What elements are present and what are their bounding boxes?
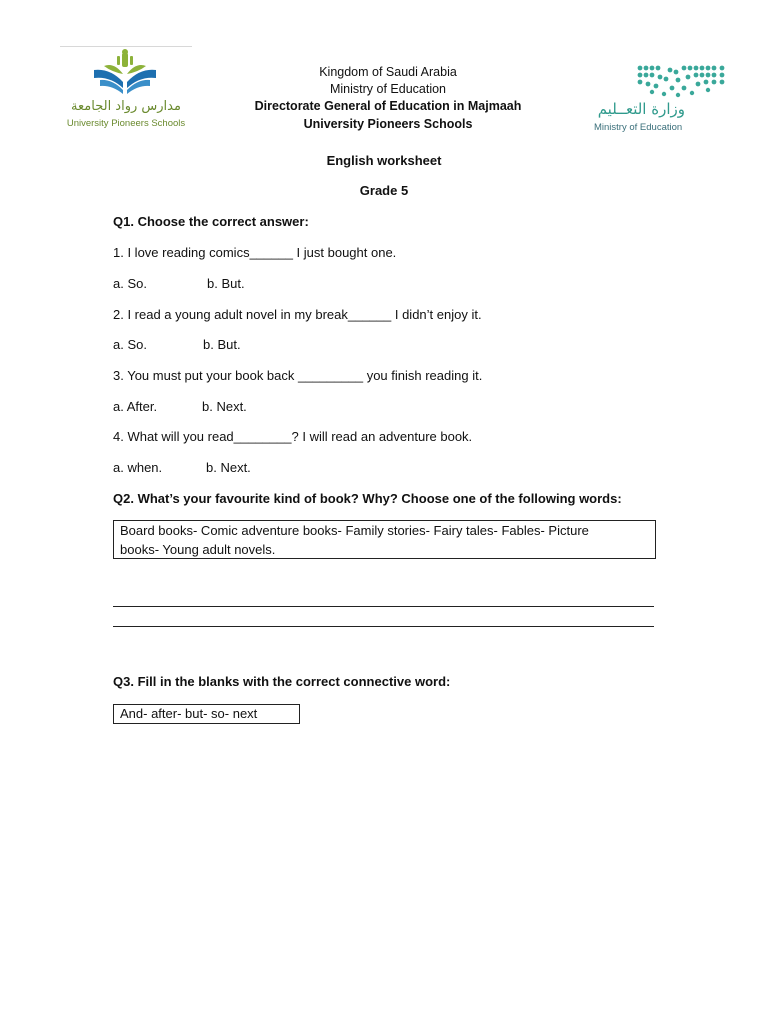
university-pioneers-logo: [60, 46, 192, 136]
logo-english-name: University Pioneers Schools: [66, 118, 186, 129]
q1-1-option-b: b. But.: [207, 276, 245, 291]
worksheet-grade: Grade 5: [359, 183, 409, 198]
q1-4-option-a: a. when.: [113, 460, 163, 475]
q2-heading: Q2. What’s your favourite kind of book? Why? Choose one of the following words:: [113, 491, 622, 506]
q3-word-box-text: And- after- but- so- next: [120, 706, 258, 721]
open-book-icon: [60, 48, 192, 100]
q2-answer-line-2[interactable]: [113, 626, 654, 627]
q1-3-option-a: a. After.: [113, 399, 158, 414]
q1-question-3: 3. You must put your book back _________ you finish reading it.: [113, 368, 483, 383]
ministry-of-education-logo: [588, 62, 733, 136]
q2-word-box-line-1: Board books- Comic adventure books- Family stories- Fairy tales- Fables- Picture: [120, 523, 589, 538]
worksheet-title: English worksheet: [326, 153, 442, 168]
header-line-school: University Pioneers Schools: [303, 117, 473, 131]
ministry-arabic-name: وزارة التعــليم: [597, 100, 685, 118]
header-line-directorate: Directorate General of Education in Majmaah: [254, 99, 522, 113]
q3-word-box: [113, 704, 300, 724]
q1-4-option-b: b. Next.: [206, 460, 251, 475]
q1-1-option-a: a. So.: [113, 276, 147, 291]
logo-top-divider: [60, 46, 192, 47]
q1-heading: Q1. Choose the correct answer:: [113, 214, 309, 229]
logo-arabic-name: مدارس رواد الجامعة: [71, 99, 181, 114]
q1-question-2: 2. I read a young adult novel in my break______ I didn’t enjoy it.: [113, 307, 482, 322]
q2-word-box: [113, 520, 656, 559]
q1-question-4: 4. What will you read________? I will read an adventure book.: [113, 429, 473, 444]
header-line-ministry: Ministry of Education: [329, 82, 447, 96]
ministry-english-name: Ministry of Education: [594, 122, 683, 133]
q1-3-option-b: b. Next.: [202, 399, 247, 414]
q1-question-1: 1. I love reading comics______ I just bought one.: [113, 245, 397, 260]
q1-2-option-a: a. So.: [113, 337, 147, 352]
q1-2-option-b: b. But.: [203, 337, 241, 352]
q2-word-box-line-2: books- Young adult novels.: [120, 542, 276, 557]
ministry-dots-icon: [588, 62, 733, 98]
q3-heading: Q3. Fill in the blanks with the correct connective word:: [113, 674, 451, 689]
q2-answer-line-1[interactable]: [113, 606, 654, 607]
header-line-kingdom: Kingdom of Saudi Arabia: [319, 65, 457, 79]
